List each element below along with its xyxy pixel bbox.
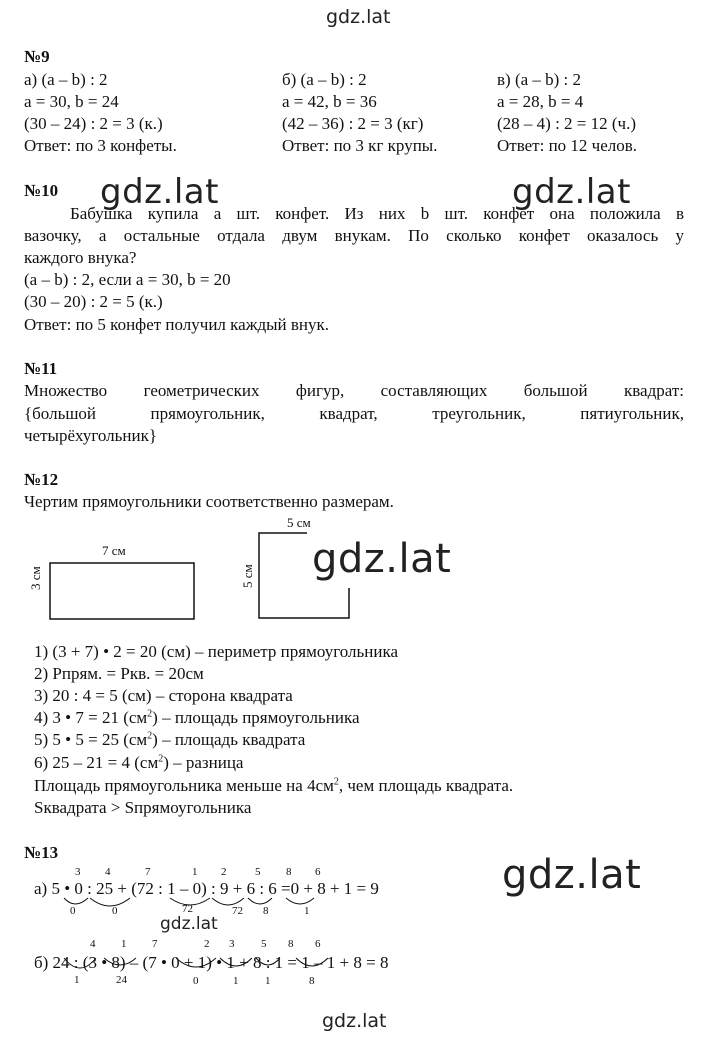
order-a-1: 3 — [75, 866, 81, 878]
p9-c-line4: Ответ: по 12 челов. — [497, 136, 638, 155]
p12-step-2: 2) Рпрям. = Ркв. = 20см — [34, 664, 204, 683]
result-b-4: 1 — [233, 975, 239, 987]
p11-line3: четырёхугольник} — [24, 426, 158, 445]
order-a-4: 1 — [192, 866, 198, 878]
result-a-5: 8 — [263, 905, 269, 917]
result-b-6: 8 — [309, 975, 315, 987]
p9-c-line1: в) (a – b) : 2 — [497, 70, 582, 89]
problem-9-title: №9 — [24, 47, 50, 66]
order-b-7: 8 — [288, 938, 294, 950]
order-a-5: 2 — [221, 866, 227, 878]
p9-a-line2: a = 30, b = 24 — [24, 92, 119, 111]
result-b-5: 1 — [265, 975, 271, 987]
order-a-3: 7 — [145, 866, 151, 878]
p10-expression: (a – b) : 2, если a = 30, b = 20 — [24, 270, 231, 289]
p9-a-line3: (30 – 24) : 2 = 3 (к.) — [24, 114, 163, 133]
p13-line-a: а) 5 • 0 : 25 + (72 : 1 – 0) : 9 + 6 : 6 =0 + 8 + 1 = 9 — [34, 879, 379, 898]
order-a-8: 6 — [315, 866, 321, 878]
square-width-label: 5 см — [287, 515, 311, 530]
result-b-3: 0 — [193, 975, 199, 987]
order-b-6: 5 — [261, 938, 267, 950]
result-a-3: 72 — [182, 903, 193, 915]
result-a-1: 0 — [70, 905, 76, 917]
order-b-2: 1 — [121, 938, 127, 950]
watermark-bottom: gdz.lat — [322, 1010, 387, 1032]
p11-line1: Множество геометрических фигур, составляющих большой квадрат: — [24, 381, 684, 400]
p9-a-line1: а) (a – b) : 2 — [24, 70, 108, 89]
p12-step-4: 4) 3 • 7 = 21 $(см^2)$ – площадь прямоугольника — [34, 708, 360, 727]
p10-text-line3: каждого внука? — [24, 248, 137, 267]
problem-10-title: №10 — [24, 181, 59, 200]
p12-step-6: 6) 25 – 21 = 4 $(см^2)$ – разница — [34, 753, 244, 772]
p9-c-line2: a = 28, b = 4 — [497, 92, 584, 111]
p11-line2: {большой прямоугольник, квадрат, треугольник, пятиугольник, — [24, 404, 684, 423]
p12-conclusion: Площадь прямоугольника меньше на $4см^2$, чем площадь квадрата. — [34, 776, 514, 795]
p9-b-line3: (42 – 36) : 2 = 3 (кг) — [282, 114, 424, 133]
p13-line-b: б) 24 : (3 • 8) – (7 • 0 + 1) • 1 + 8 : 1 = 1 – 1 + 8 = 8 — [34, 953, 389, 972]
watermark-12: gdz.lat — [312, 536, 452, 582]
p9-c-line3: (28 – 4) : 2 = 12 (ч.) — [497, 114, 637, 133]
p10-text-line1: Бабушка купила a шт. конфет. Из них b шт. конфет она положила в — [70, 204, 684, 223]
p12-step-3: 3) 20 : 4 = 5 (см) – сторона квадрата — [34, 686, 293, 705]
p9-b-line4: Ответ: по 3 кг крупы. — [282, 136, 438, 155]
rect-width-label: 7 см — [102, 543, 126, 558]
order-a-6: 5 — [255, 866, 261, 878]
p10-calculation: (30 – 20) : 2 = 5 (к.) — [24, 292, 163, 311]
watermark-13-big: gdz.lat — [502, 852, 642, 898]
order-b-8: 6 — [315, 938, 321, 950]
watermark-10-right: gdz.lat — [512, 172, 631, 212]
p9-a-line4: Ответ: по 3 конфеты. — [24, 136, 177, 155]
p10-text-line2: вазочку, а остальные отдала двум внукам. По сколько конфет оказалось у — [24, 226, 684, 245]
watermark-top: gdz.lat — [326, 6, 391, 28]
order-a-7: 8 — [286, 866, 292, 878]
problem-12-title: №12 — [24, 470, 59, 489]
p12-compare: Sквадрата > Sпрямоугольника — [34, 798, 252, 817]
order-b-3: 7 — [152, 938, 158, 950]
p12-intro: Чертим прямоугольники соответственно размерам. — [24, 492, 394, 511]
problem-11-title: №11 — [24, 359, 58, 378]
square-height-label: 5 см — [240, 564, 255, 588]
p9-b-line2: a = 42, b = 36 — [282, 92, 377, 111]
result-a-6: 1 — [304, 905, 310, 917]
order-b-1: 4 — [90, 938, 96, 950]
watermark-13-small: gdz.lat — [160, 914, 218, 934]
problem-13-title: №13 — [24, 843, 59, 862]
p12-step-5: 5) 5 • 5 = 25 $(см^2)$ – площадь квадрата — [34, 730, 306, 749]
watermark-10-left: gdz.lat — [100, 172, 219, 212]
p9-b-line1: б) (a – b) : 2 — [282, 70, 367, 89]
result-b-1: 1 — [74, 974, 80, 986]
order-b-4: 2 — [204, 938, 210, 950]
result-b-2: 24 — [116, 974, 127, 986]
order-b-5: 3 — [229, 938, 235, 950]
result-a-4: 72 — [232, 905, 243, 917]
p10-answer: Ответ: по 5 конфет получил каждый внук. — [24, 315, 329, 334]
order-a-2: 4 — [105, 866, 111, 878]
rect-height-label: 3 см — [28, 566, 43, 590]
p12-step-1: 1) (3 + 7) • 2 = 20 (см) – периметр прямоугольника — [34, 642, 398, 661]
result-a-2: 0 — [112, 905, 118, 917]
